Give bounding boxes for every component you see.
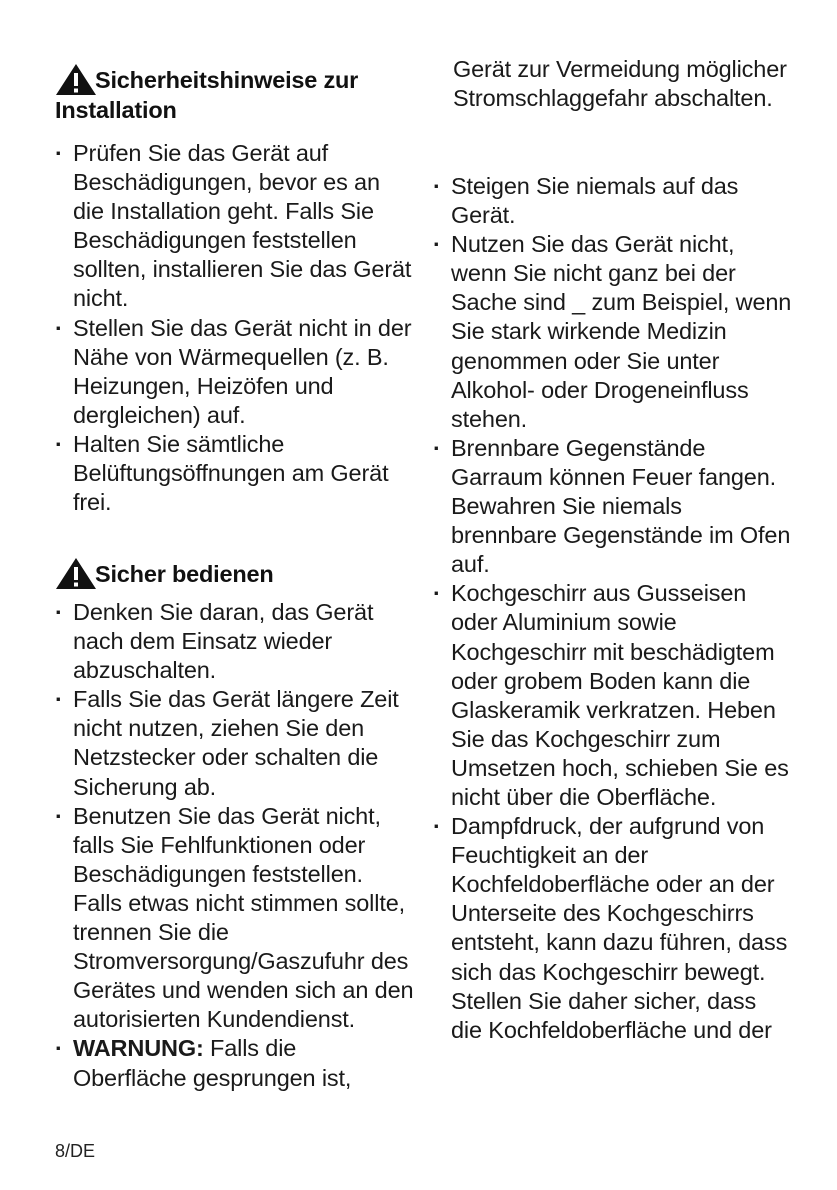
- warning-triangle-icon: [55, 62, 95, 92]
- warning-triangle-icon: [55, 556, 95, 586]
- warning-label: WARNUNG:: [73, 1035, 204, 1062]
- section-heading-operation: [55, 556, 415, 589]
- section-heading-installation: [55, 62, 415, 125]
- list-item: · Halten Sie sämtliche Belüftungsöffnungen am Gerät frei.: [55, 430, 415, 517]
- safety-list: [433, 172, 793, 1045]
- list-item: · Benutzen Sie das Gerät nicht, falls Sie Fehlfunktionen oder Beschädigungen feststellen. Falls etwas nicht stimmen sollte, trennen Sie die Stromversorgung/Gaszufuhr des Gerätes und wenden sich an den autorisierten Kundendienst.: [55, 802, 415, 1035]
- continuation-text: Gerät zur Vermeidung möglicher Stromschlaggefahr abschalten.: [453, 56, 787, 112]
- list-item: · Denken Sie daran, das Gerät nach dem Einsatz wieder abzuschalten.: [55, 598, 415, 685]
- list-item: · Stellen Sie das Gerät nicht in der Nähe von Wärmequellen (z. B. Heizungen, Heizöfen und dergleichen) auf.: [55, 314, 415, 430]
- operation-list: [55, 598, 415, 1093]
- section-title: Sicherheitshinweise zur Installation: [55, 67, 359, 123]
- list-item-warning: [55, 1034, 415, 1092]
- list-item: · Falls Sie das Gerät längere Zeit nicht nutzen, ziehen Sie den Netzstecker oder schalten die Sicherung ab.: [55, 685, 415, 801]
- installation-list: [55, 139, 415, 517]
- section-title: Sicher bedienen: [95, 561, 274, 587]
- list-item: · Dampfdruck, der aufgrund von Feuchtigkeit an der Kochfeldoberfläche oder an der Unterseite des Kochgeschirrs entsteht, kann dazu führen, dass sich das Kochgeschirr bewegt. Stellen Sie daher sicher, dass die Kochfeldoberfläche und der: [433, 812, 793, 1045]
- list-item: · Prüfen Sie das Gerät auf Beschädigungen, bevor es an die Installation geht. Falls Sie Beschädigungen feststellen sollten, installieren Sie das Gerät nicht.: [55, 139, 415, 314]
- page-number: 8/DE: [55, 1141, 96, 1161]
- list-item: · Brennbare Gegenstände Garraum können Feuer fangen. Bewahren Sie niemals brennbare Gegenstände im Ofen auf.: [433, 434, 793, 579]
- warning-text: Falls die Oberfläche gesprungen ist,: [73, 1035, 352, 1091]
- list-item: · Nutzen Sie das Gerät nicht, wenn Sie nicht ganz bei der Sache sind _ zum Beispiel, wenn Sie stark wirkende Medizin genommen oder Sie unter Alkohol- oder Drogeneinfluss stehen.: [433, 230, 793, 434]
- list-item: · Kochgeschirr aus Gusseisen oder Aluminium sowie Kochgeschirr mit beschädigtem oder grobem Boden kann die Glaskeramik verkratzen. Heben Sie das Kochgeschirr zum Umsetzen hoch, schieben Sie es nicht über die Oberfläche.: [433, 579, 793, 812]
- list-item: · Steigen Sie niemals auf das Gerät.: [433, 172, 793, 230]
